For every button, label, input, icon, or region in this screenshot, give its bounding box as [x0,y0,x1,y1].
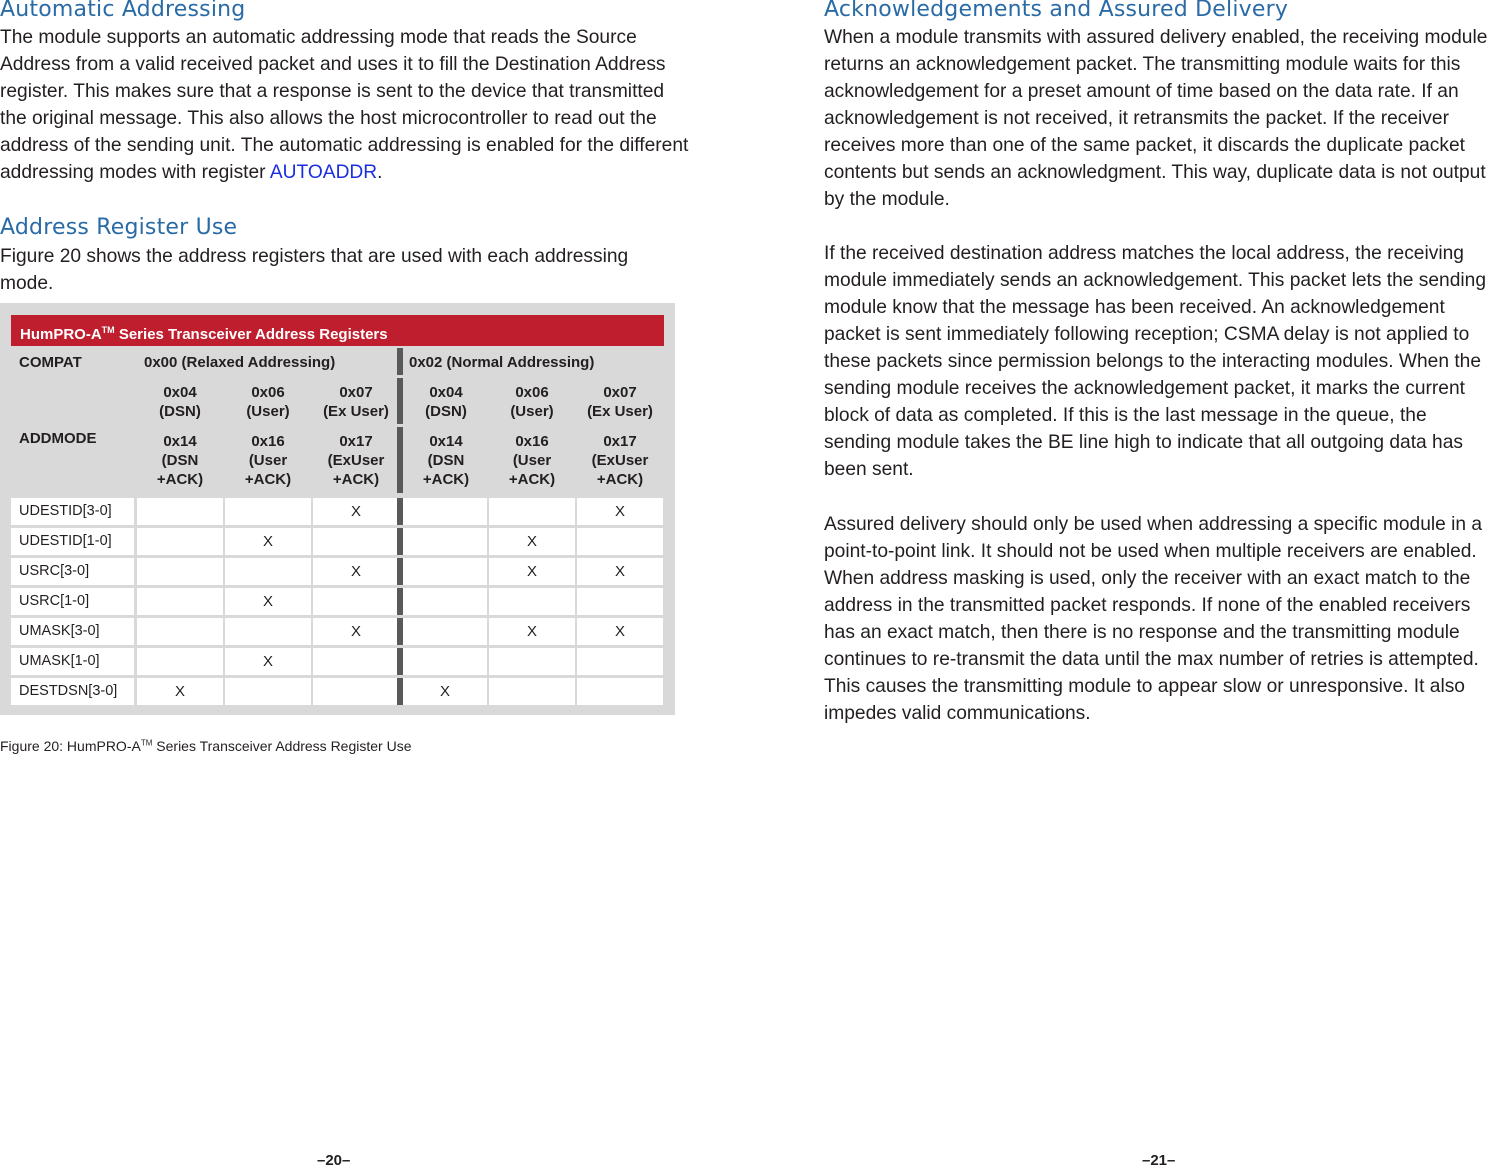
paragraph-address-register-use: Figure 20 shows the address registers that are used with each addressing mode. [0,246,629,294]
table-cell [403,648,487,675]
table-cell [313,588,399,615]
paragraph-ack-3: Assured delivery should only be used when addressing a specific module in a point-to-point link. It should not be used when multiple receivers are enabled. When address masking is used, only the receiver with an exact match to the address in the transmitted packet responds. If none of the enabled receivers has an exact match, then there is no response and the transmitting module continues to re-transmit the data until the max number of retries is attempted. This causes the transmitting module to appear slow or unresponsive. It also impedes valid communications. [824,514,1483,724]
table-cell: X [489,528,575,555]
table-cell: X [225,648,311,675]
paragraph-text: The module supports an automatic addressing mode that reads the Source Address from a valid received packet and uses it to fill the Destination Address register. This makes sure that a response is sent to the device that transmitted the original message. This also allows the host microcontroller to read out the address of the sending unit. The automatic addressing is enabled for the different addressing modes with register [0,27,689,183]
compat-relaxed: 0x00 (Relaxed Addressing) [144,354,336,371]
table-row-label: UMASK[3-0] [11,618,134,645]
addmode-ack-header-cell: 0x16 (User +ACK) [508,433,556,488]
addmode-ack-header-cell: 0x16 (User +ACK) [244,433,292,488]
table-row-label: USRC[3-0] [11,558,134,585]
addmode-header-cell: 0x07 (Ex User) [587,384,653,420]
addmode-ack-header-cell: 0x14 (DSN +ACK) [422,433,470,488]
table-cell [489,648,575,675]
table-row-label: UMASK[1-0] [11,648,134,675]
table-cell [137,558,223,585]
figure-caption: Figure 20: HumPRO-A™ Series Transceiver Address Register Use [0,738,412,754]
table-cell: X [313,498,399,525]
addmode-ack-header-cell: 0x14 (DSN +ACK) [156,433,204,488]
table-cell [577,588,663,615]
table-cell: X [577,498,663,525]
addmode-ack-header-cell: 0x17 (ExUser +ACK) [591,433,649,488]
address-register-table [0,303,675,715]
autoaddr-link[interactable]: AUTOADDR [269,162,378,183]
column-divider [397,588,403,615]
table-cell: X [577,618,663,645]
paragraph-end: . [377,162,383,183]
table-cell [137,498,223,525]
table-cell [313,678,399,705]
table-cell [577,648,663,675]
table-cell [225,618,311,645]
table-cell: X [403,678,487,705]
table-cell [403,528,487,555]
addmode-label: ADDMODE [19,430,97,447]
table-cell: X [137,678,223,705]
table-cell [403,588,487,615]
compat-normal: 0x02 (Normal Addressing) [409,354,595,371]
table-title: HumPRO-A™ Series Transceiver Address Registers [11,315,664,346]
table-cell [137,528,223,555]
table-cell [137,648,223,675]
table-cell [577,528,663,555]
column-divider [397,558,403,585]
table-cell [403,618,487,645]
page-number-right: –21– [1142,1152,1176,1169]
column-divider [397,648,403,675]
column-divider [397,528,403,555]
column-divider [397,498,403,525]
table-cell [225,498,311,525]
table-cell: X [225,588,311,615]
table-cell [489,678,575,705]
table-cell [137,588,223,615]
table-cell: X [225,528,311,555]
table-row-label: UDESTID[3-0] [11,498,134,525]
table-cell [403,498,487,525]
table-cell: X [313,618,399,645]
table-cell [225,678,311,705]
table-cell [137,618,223,645]
addmode-header-cell: 0x06 (User) [246,384,290,420]
table-row-label: DESTDSN[3-0] [11,678,134,705]
table-row-label: USRC[1-0] [11,588,134,615]
table-cell [577,678,663,705]
addmode-header-cell: 0x07 (Ex User) [323,384,389,420]
heading-acknowledgements: Acknowledgements and Assured Delivery [824,0,1289,22]
table-cell: X [313,558,399,585]
table-cell [225,558,311,585]
column-divider [397,678,403,705]
heading-automatic-addressing: Automatic Addressing [0,0,246,22]
addmode-ack-header-cell: 0x17 (ExUser +ACK) [327,433,385,488]
paragraph-ack-2: If the received destination address matches the local address, the receiving module immediately sends an acknowledgement. This packet lets the sending module know that the message has been received. An acknowledgement packet is sent immediately following reception; CSMA delay is not applied to these packets since permission belongs to the interacting modules. When the sending module receives the acknowledgement packet, it marks the current block of data as completed. If this is the last message in the queue, the sending module takes the BE line high to indicate that all outgoing data has been sent. [824,243,1486,480]
table-cell: X [577,558,663,585]
table-cell: X [489,558,575,585]
addmode-header-cell: 0x04 (DSN) [425,384,467,420]
table-cell [489,498,575,525]
column-divider [397,348,403,375]
table-row-label: UDESTID[1-0] [11,528,134,555]
table-cell [313,648,399,675]
paragraph-ack-1: When a module transmits with assured delivery enabled, the receiving module returns an acknowledgement packet. The transmitting module waits for this acknowledgement for a preset amount of time based on the data rate. If an acknowledgement is not received, it retransmits the packet. If the receiver receives more than one of the same packet, it discards the duplicate packet contents but sends an acknowledgment. This way, duplicate data is not output by the module. [824,27,1488,210]
addmode-header-cell: 0x06 (User) [510,384,554,420]
paragraph-automatic-addressing [0,24,690,186]
addmode-header-cell: 0x04 (DSN) [159,384,201,420]
table-cell: X [489,618,575,645]
heading-address-register-use: Address Register Use [0,215,238,240]
table-cell [489,588,575,615]
table-cell [403,558,487,585]
column-divider [397,618,403,645]
table-cell [313,528,399,555]
page-number-left: –20– [317,1152,351,1169]
compat-label: COMPAT [19,354,82,371]
